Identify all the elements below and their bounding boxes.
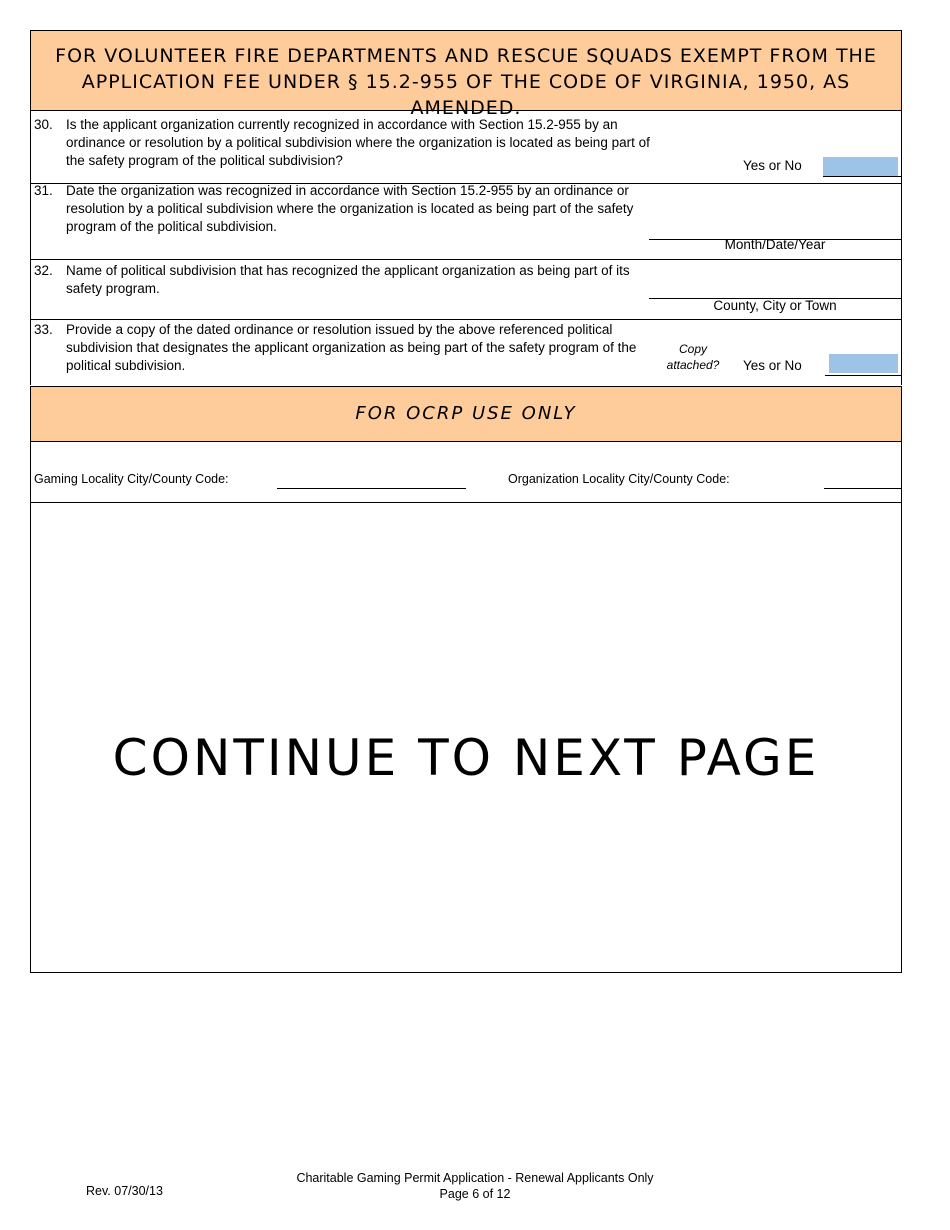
gaming-locality-underline (277, 488, 466, 489)
question-33-answer-label: Yes or No (743, 358, 802, 373)
copy-label-line-1: Copy (678, 342, 707, 356)
question-33-underline (825, 375, 901, 376)
continue-to-next-page: CONTINUE TO NEXT PAGE (112, 729, 820, 787)
organization-locality-label: Organization Locality City/County Code: (508, 472, 730, 486)
page-number: Page 6 of 12 (439, 1187, 511, 1201)
exemption-questions (30, 109, 902, 385)
question-30-yes-no-field[interactable] (823, 157, 898, 176)
revision-date: Rev. 07/30/13 (86, 1184, 163, 1198)
question-32-text: Name of political subdivision that has recognized the applicant organization as being part of its safety program. (66, 263, 630, 296)
question-32-subdivision-field[interactable] (651, 279, 899, 298)
question-30-number: 30. (34, 117, 53, 132)
page-footer (250, 1170, 700, 1202)
question-33-yes-no-field[interactable] (829, 354, 898, 373)
continue-box (30, 502, 902, 973)
question-32-answer-label: County, City or Town (713, 298, 837, 313)
ocrp-use-title: FOR OCRP USE ONLY (355, 403, 577, 424)
question-31-answer-label: Month/Date/Year (724, 237, 826, 252)
locality-codes-section (30, 441, 902, 502)
exemption-header (30, 30, 902, 119)
divider (31, 259, 901, 260)
question-33-number: 33. (34, 322, 53, 337)
organization-locality-underline (824, 488, 901, 489)
question-31-number: 31. (34, 183, 53, 198)
copy-label-line-2: attached? (666, 358, 720, 372)
question-33-text: Provide a copy of the dated ordinance or resolution issued by the above referenced political subdivision that designates the applicant organization as being part of the safety program of the political subdivision. (66, 322, 637, 373)
copy-attached-label (656, 341, 730, 373)
header-line-1: FOR VOLUNTEER FIRE DEPARTMENTS AND RESCUE SQUADS EXEMPT FROM THE (55, 45, 877, 67)
ocrp-use-banner (30, 386, 902, 442)
header-line-2: APPLICATION FEE UNDER § 15.2-955 OF THE CODE OF VIRGINIA, 1950, AS AMENDED. (81, 71, 851, 119)
question-30-underline (823, 176, 901, 177)
form-title: Charitable Gaming Permit Application - Renewal Applicants Only (296, 1171, 654, 1185)
question-31-text: Date the organization was recognized in accordance with Section 15.2-955 by an ordinance or resolution by a political subdivision where the organization is located as being part of the safety program of the political subdivision. (66, 183, 634, 234)
organization-locality-field[interactable] (824, 470, 901, 487)
question-30-text: Is the applicant organization currently recognized in accordance with Section 15.2-955 by an ordinance or resolution by a political subdivision where the organization is located as being part of the safety program of the political subdivision? (66, 117, 650, 168)
gaming-locality-field[interactable] (277, 470, 466, 487)
question-32-number: 32. (34, 263, 53, 278)
divider (31, 319, 901, 320)
gaming-locality-label: Gaming Locality City/County Code: (34, 472, 229, 486)
question-30-answer-label: Yes or No (743, 158, 802, 173)
question-31-date-field[interactable] (651, 219, 899, 238)
